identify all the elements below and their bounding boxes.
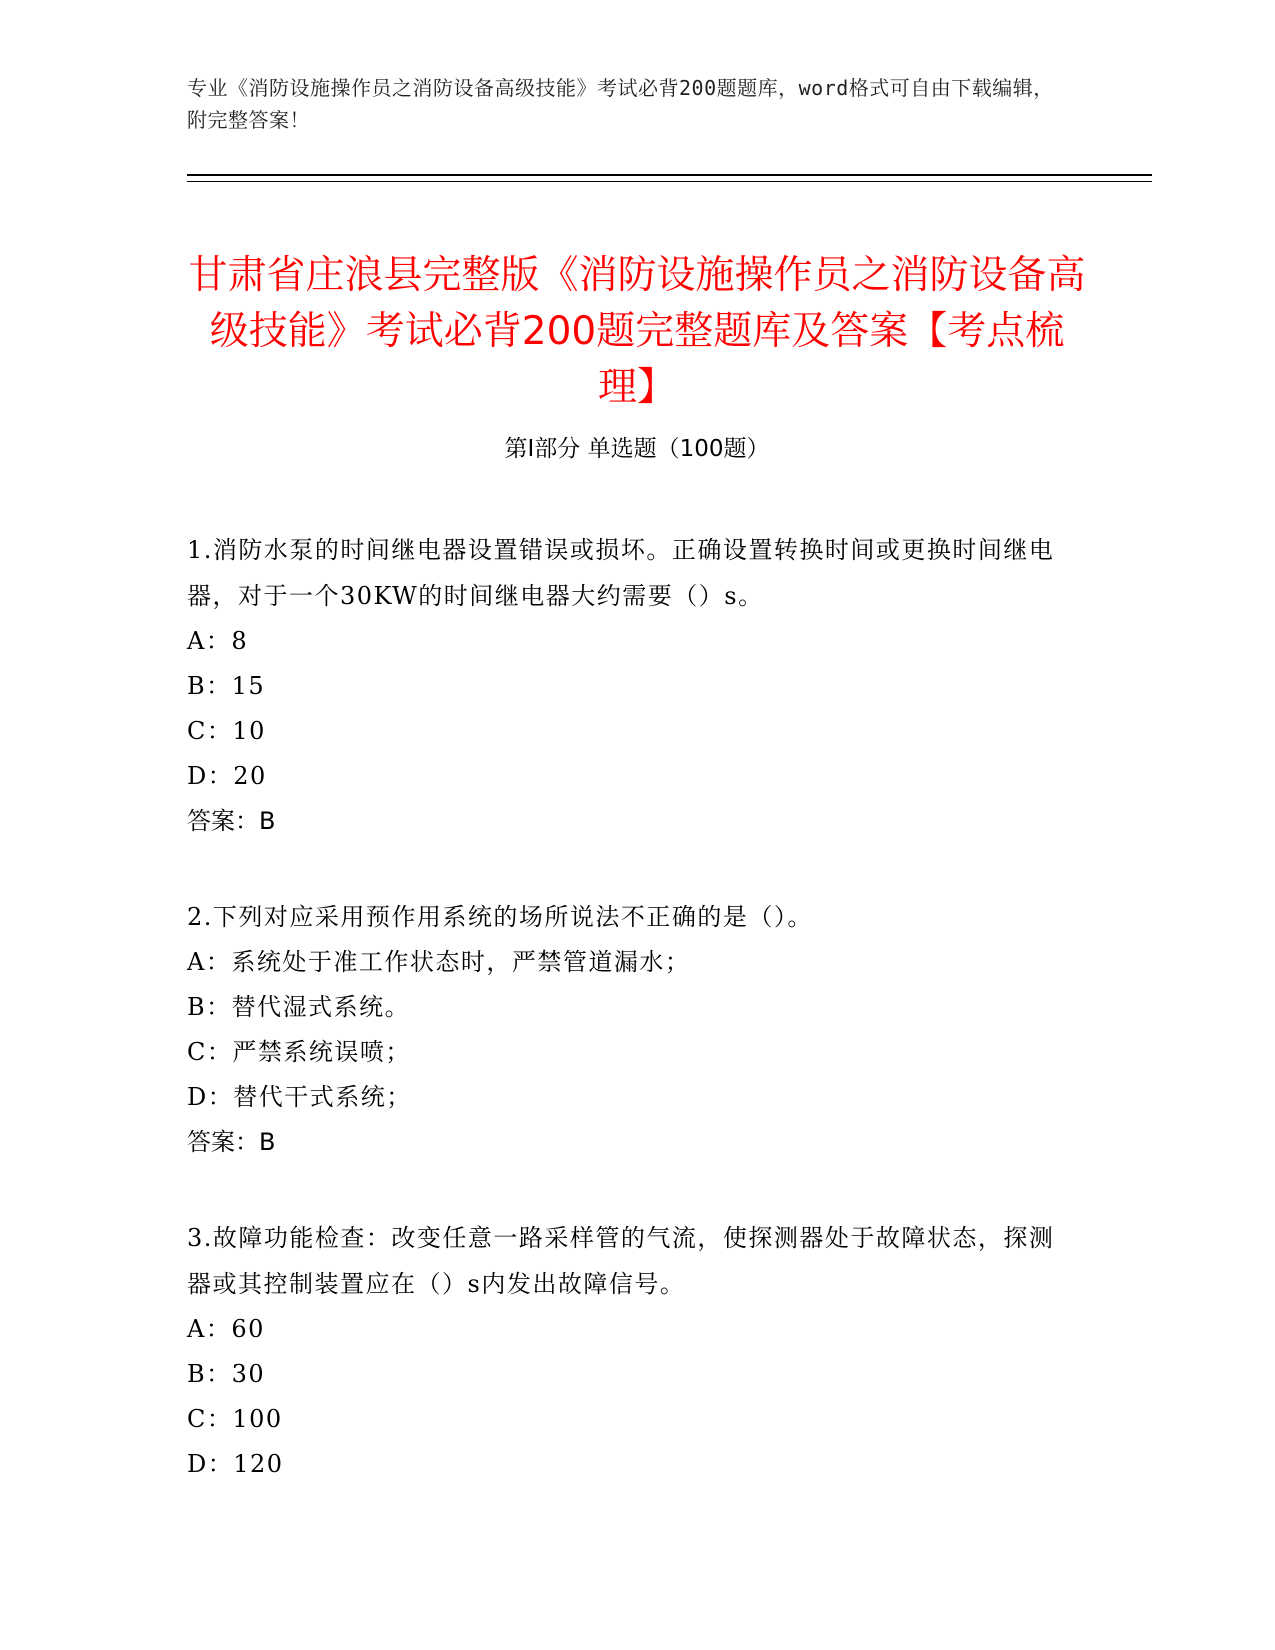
option-text: 30 — [231, 1360, 266, 1388]
option-letter: D： — [187, 1450, 234, 1478]
question-stem: 1.消防水泵的时间继电器设置错误或损坏。正确设置转换时间或更换时间继电器，对于一个30KW的时间继电器大约需要（）s。 — [187, 536, 1055, 610]
option-c — [187, 1397, 1067, 1442]
option-d — [187, 1075, 1067, 1120]
question-stem: 2.下列对应采用预作用系统的场所说法不正确的是（）。 — [187, 903, 813, 931]
option-d — [187, 754, 1067, 799]
option-text: 20 — [233, 762, 267, 790]
section-title: 第Ⅰ部分 单选题（100题） — [504, 436, 770, 462]
question-stem: 3.故障功能检查：改变任意一路采样管的气流，使探测器处于故障状态，探测器或其控制装置应在（）s内发出故障信号。 — [187, 1224, 1055, 1298]
option-letter: C： — [187, 1405, 233, 1433]
option-c — [187, 1030, 1067, 1075]
question-list — [187, 527, 1067, 1537]
header-divider-thin — [187, 181, 1152, 182]
option-a — [187, 1307, 1067, 1352]
option-c — [187, 709, 1067, 754]
header-divider-thick — [187, 174, 1152, 176]
header-note: 专业《消防设施操作员之消防设备高级技能》考试必背200题题库，word格式可自由下载编辑，附完整答案！ — [187, 76, 1054, 132]
option-letter: B： — [187, 1360, 232, 1388]
question-item — [187, 527, 1067, 844]
answer-line: 答案：B — [187, 807, 276, 835]
option-text: 120 — [233, 1450, 284, 1478]
option-letter: C： — [187, 717, 233, 745]
option-letter: A： — [187, 1315, 232, 1343]
option-text: 系统处于准工作状态时，严禁管道漏水； — [231, 948, 691, 976]
option-d — [187, 1442, 1067, 1487]
option-text: 替代湿式系统。 — [231, 993, 411, 1021]
option-text: 60 — [231, 1315, 265, 1343]
option-letter: D： — [187, 762, 234, 790]
option-letter: C： — [187, 1038, 233, 1066]
option-a — [187, 940, 1067, 985]
question-item — [187, 894, 1067, 1165]
option-letter: D： — [187, 1083, 234, 1111]
option-letter: B： — [187, 672, 232, 700]
option-text: 10 — [232, 717, 266, 745]
option-b — [187, 1352, 1067, 1397]
option-letter: A： — [187, 627, 232, 655]
option-text: 严禁系统误喷； — [232, 1038, 411, 1066]
option-b — [187, 985, 1067, 1030]
option-b — [187, 664, 1067, 709]
option-text: 替代干式系统； — [233, 1083, 412, 1111]
option-text: 15 — [231, 672, 266, 700]
option-text: 8 — [231, 627, 249, 655]
option-letter: B： — [187, 993, 232, 1021]
option-letter: A： — [187, 948, 232, 976]
answer-line: 答案：B — [187, 1128, 276, 1156]
option-a — [187, 619, 1067, 664]
question-item — [187, 1215, 1067, 1487]
option-text: 100 — [232, 1405, 283, 1433]
document-title: 甘肃省庄浪县完整版《消防设施操作员之消防设备高级技能》考试必背200题完整题库及答案【考点梳理】 — [188, 253, 1086, 411]
